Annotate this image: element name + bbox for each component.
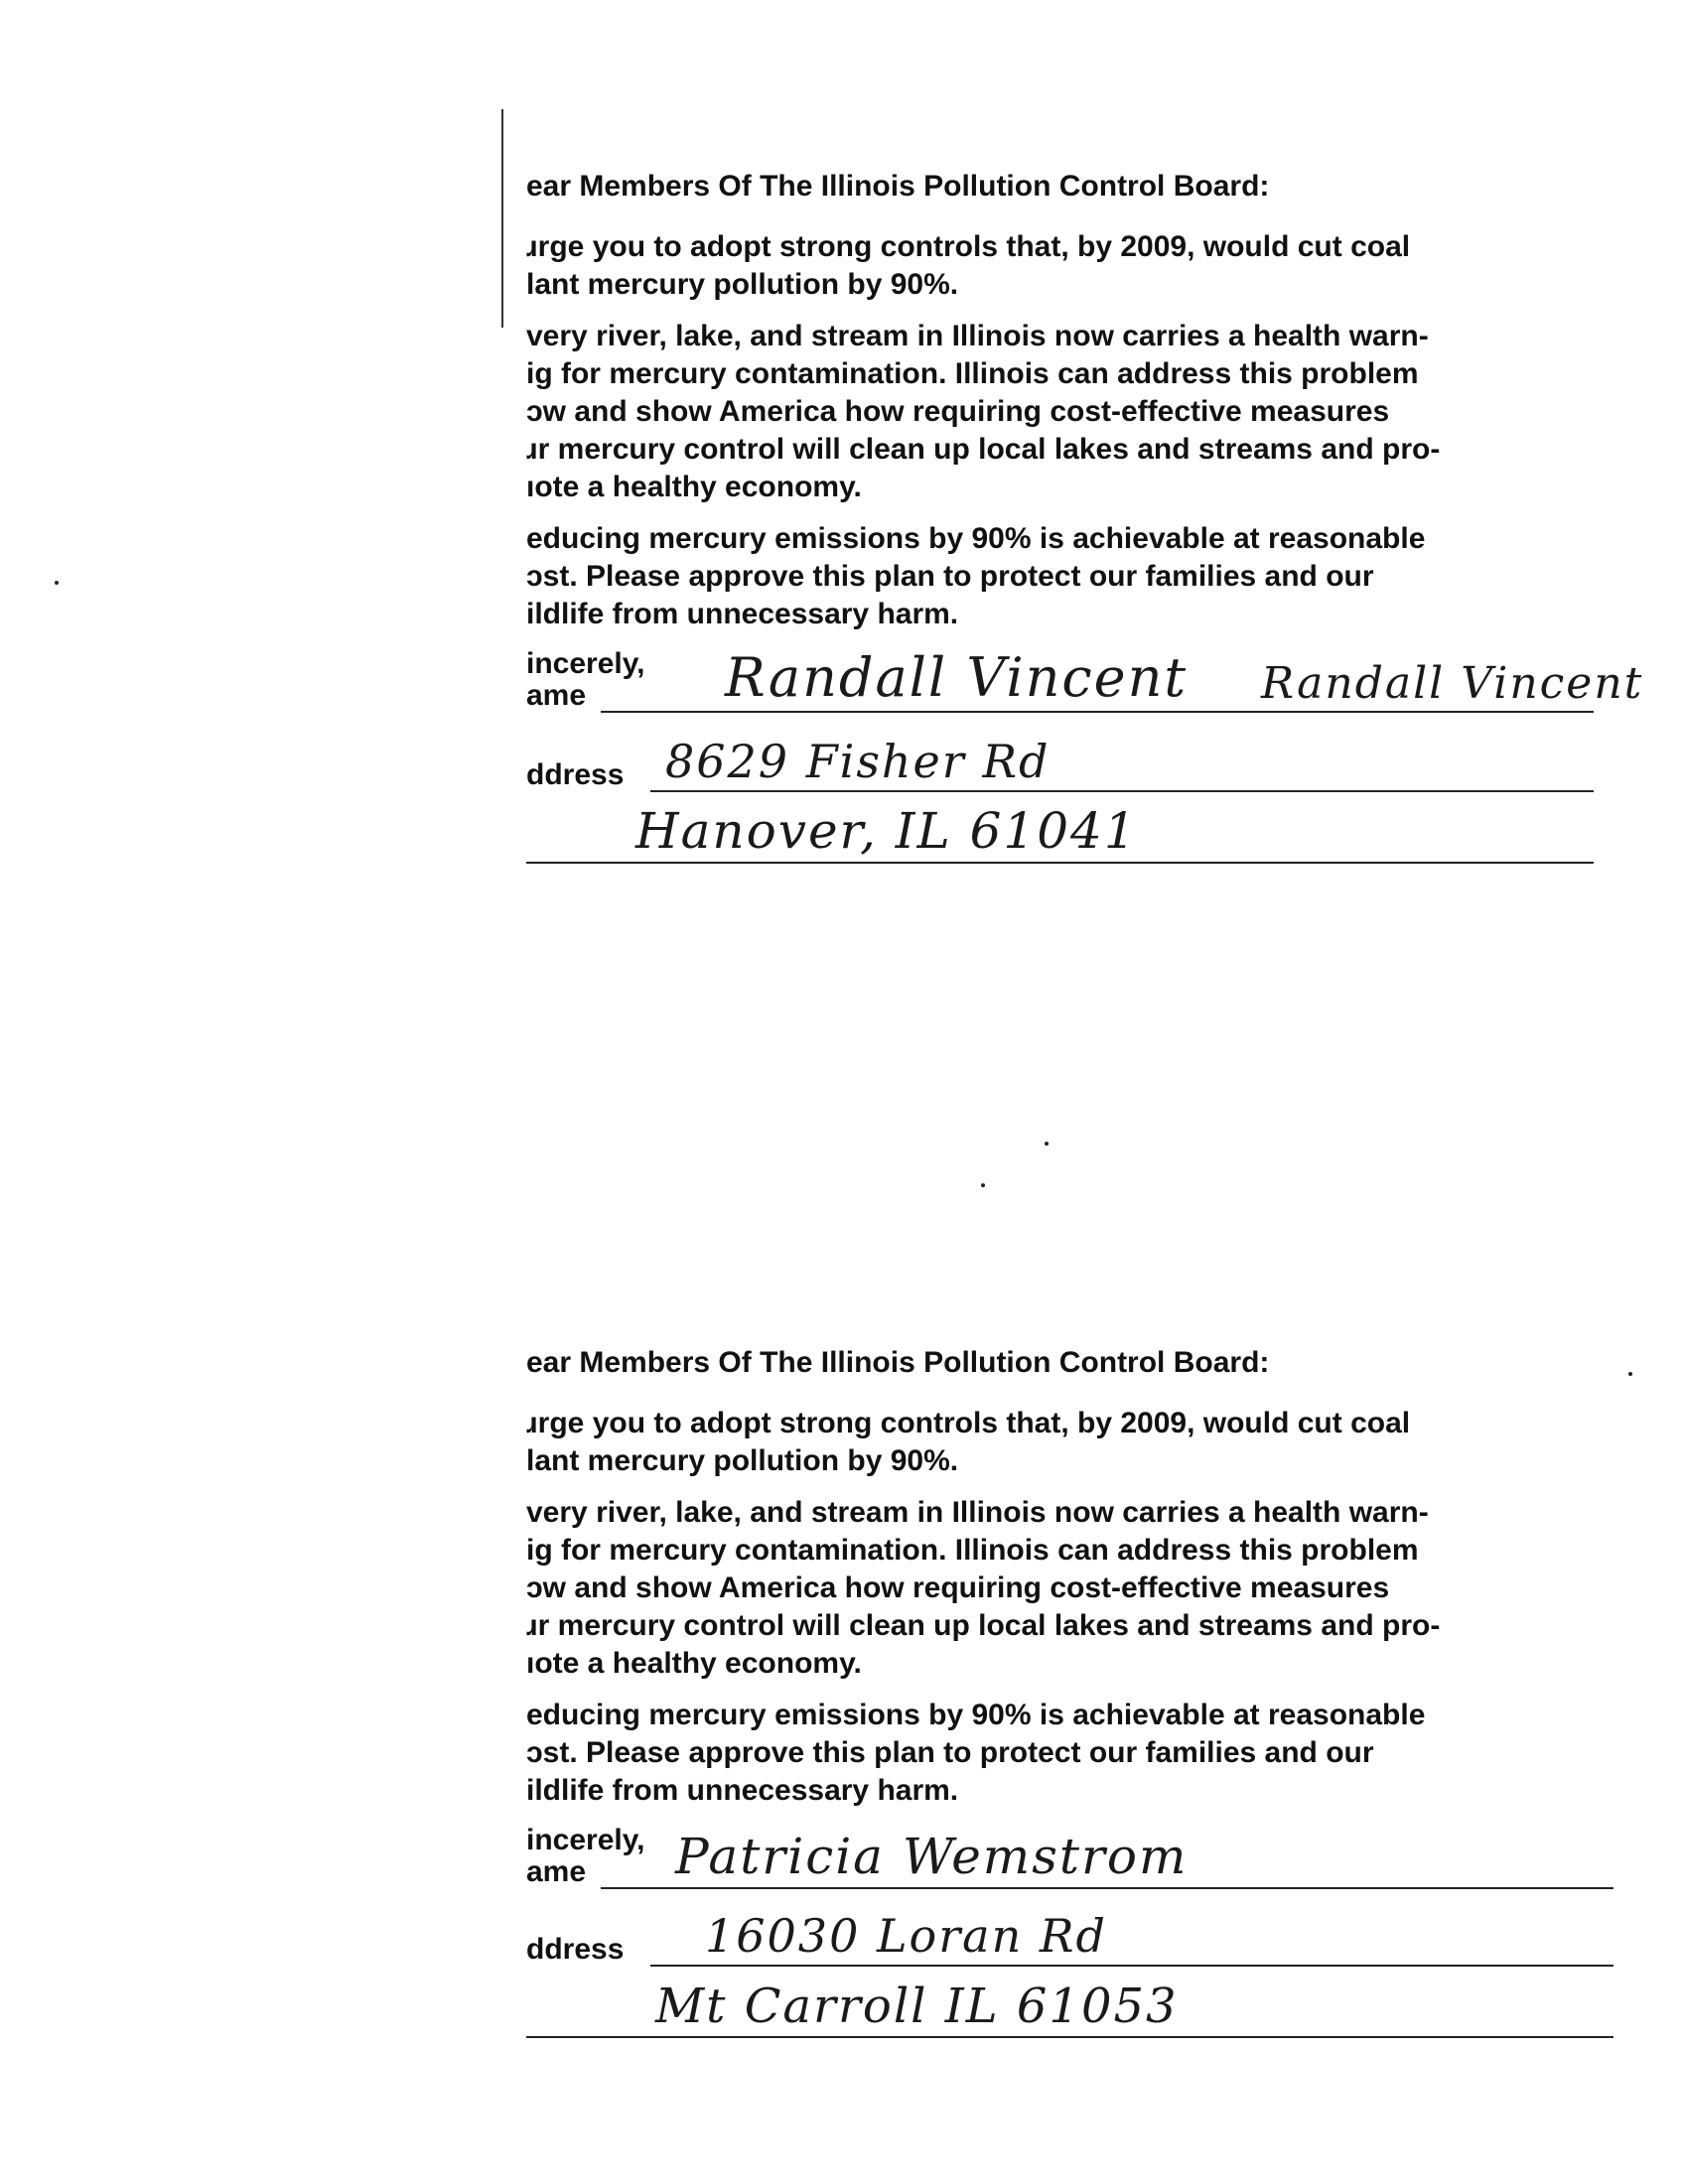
signature: Patricia Wemstrom xyxy=(675,1828,1189,1885)
address-line-2-text: Mt Carroll IL 61053 xyxy=(655,1979,1179,2034)
scan-speck xyxy=(55,581,59,585)
scan-speck xyxy=(1045,1142,1049,1146)
paragraph-3 xyxy=(526,520,1559,633)
text-line: ɹrge you to adopt strong controls that, by 2009, would cut coal xyxy=(526,230,1411,263)
address-label: ddress xyxy=(526,1933,625,1966)
text-line: ɔw and show America how requiring cost-effective measures xyxy=(526,1571,1390,1604)
text-line: ıote a healthy economy. xyxy=(526,471,862,503)
salutation: ear Members Of The Illinois Pollution Control Board: xyxy=(526,170,1270,203)
address-field-2 xyxy=(526,800,1559,872)
text-line: educing mercury emissions by 90% is achievable at reasonable xyxy=(526,522,1426,555)
closing: incerely, xyxy=(526,647,645,680)
text-line: ɹrge you to adopt strong controls that, by 2009, would cut coal xyxy=(526,1407,1411,1439)
text-line: ɔw and show America how requiring cost-effective measures xyxy=(526,395,1390,428)
text-line: very river, lake, and stream in Illinois now carries a health warn- xyxy=(526,320,1429,352)
name-label: ame xyxy=(526,1855,587,1888)
name-line xyxy=(601,711,1594,713)
salutation: ear Members Of The Illinois Pollution Control Board: xyxy=(526,1346,1270,1379)
address-field xyxy=(526,721,1559,800)
text-line: ɹr mercury control will clean up local lakes and streams and pro- xyxy=(526,433,1441,466)
text-line: ildlife from unnecessary harm. xyxy=(526,598,959,630)
printed-name: Randall Vincent xyxy=(1261,658,1644,709)
address-field-2 xyxy=(526,1975,1559,2046)
address-label: ddress xyxy=(526,758,625,791)
name-label: ame xyxy=(526,679,587,712)
address-line-2 xyxy=(526,862,1594,864)
text-line: educing mercury emissions by 90% is achievable at reasonable xyxy=(526,1699,1426,1731)
letter-2 xyxy=(526,1345,1559,2046)
text-line: very river, lake, and stream in Illinois now carries a health warn- xyxy=(526,1496,1429,1529)
text-line: lant mercury pollution by 90%. xyxy=(526,268,959,301)
scan-speck xyxy=(1628,1372,1632,1376)
text-line: ɔst. Please approve this plan to protect our families and our xyxy=(526,560,1374,593)
address-field xyxy=(526,1897,1559,1975)
text-line: ildlife from unnecessary harm. xyxy=(526,1774,959,1807)
text-line: ig for mercury contamination. Illinois can address this problem xyxy=(526,357,1419,390)
paragraph-3 xyxy=(526,1697,1559,1810)
address-line-1-text: 16030 Loran Rd xyxy=(705,1909,1107,1963)
address-line-1 xyxy=(650,1965,1614,1967)
address-line-2-text: Hanover, IL 61041 xyxy=(635,802,1138,860)
address-line-2 xyxy=(526,2036,1614,2038)
address-line-1 xyxy=(650,790,1594,792)
paragraph-2 xyxy=(526,318,1559,506)
text-line: ıote a healthy economy. xyxy=(526,1647,862,1680)
text-line: ɔst. Please approve this plan to protect our families and our xyxy=(526,1736,1374,1769)
paragraph-1 xyxy=(526,228,1559,304)
address-line-1-text: 8629 Fisher Rd xyxy=(665,735,1051,788)
letter-1 xyxy=(526,169,1644,872)
name-line xyxy=(601,1887,1614,1889)
scan-speck xyxy=(981,1183,985,1187)
text-line: ig for mercury contamination. Illinois can address this problem xyxy=(526,1534,1419,1567)
text-line: lant mercury pollution by 90%. xyxy=(526,1444,959,1477)
closing: incerely, xyxy=(526,1824,645,1856)
paragraph-1 xyxy=(526,1405,1559,1480)
text-line: ɹr mercury control will clean up local lakes and streams and pro- xyxy=(526,1609,1441,1642)
paragraph-2 xyxy=(526,1494,1559,1683)
signature: Randall Vincent xyxy=(725,646,1189,709)
margin-rule xyxy=(501,109,503,328)
